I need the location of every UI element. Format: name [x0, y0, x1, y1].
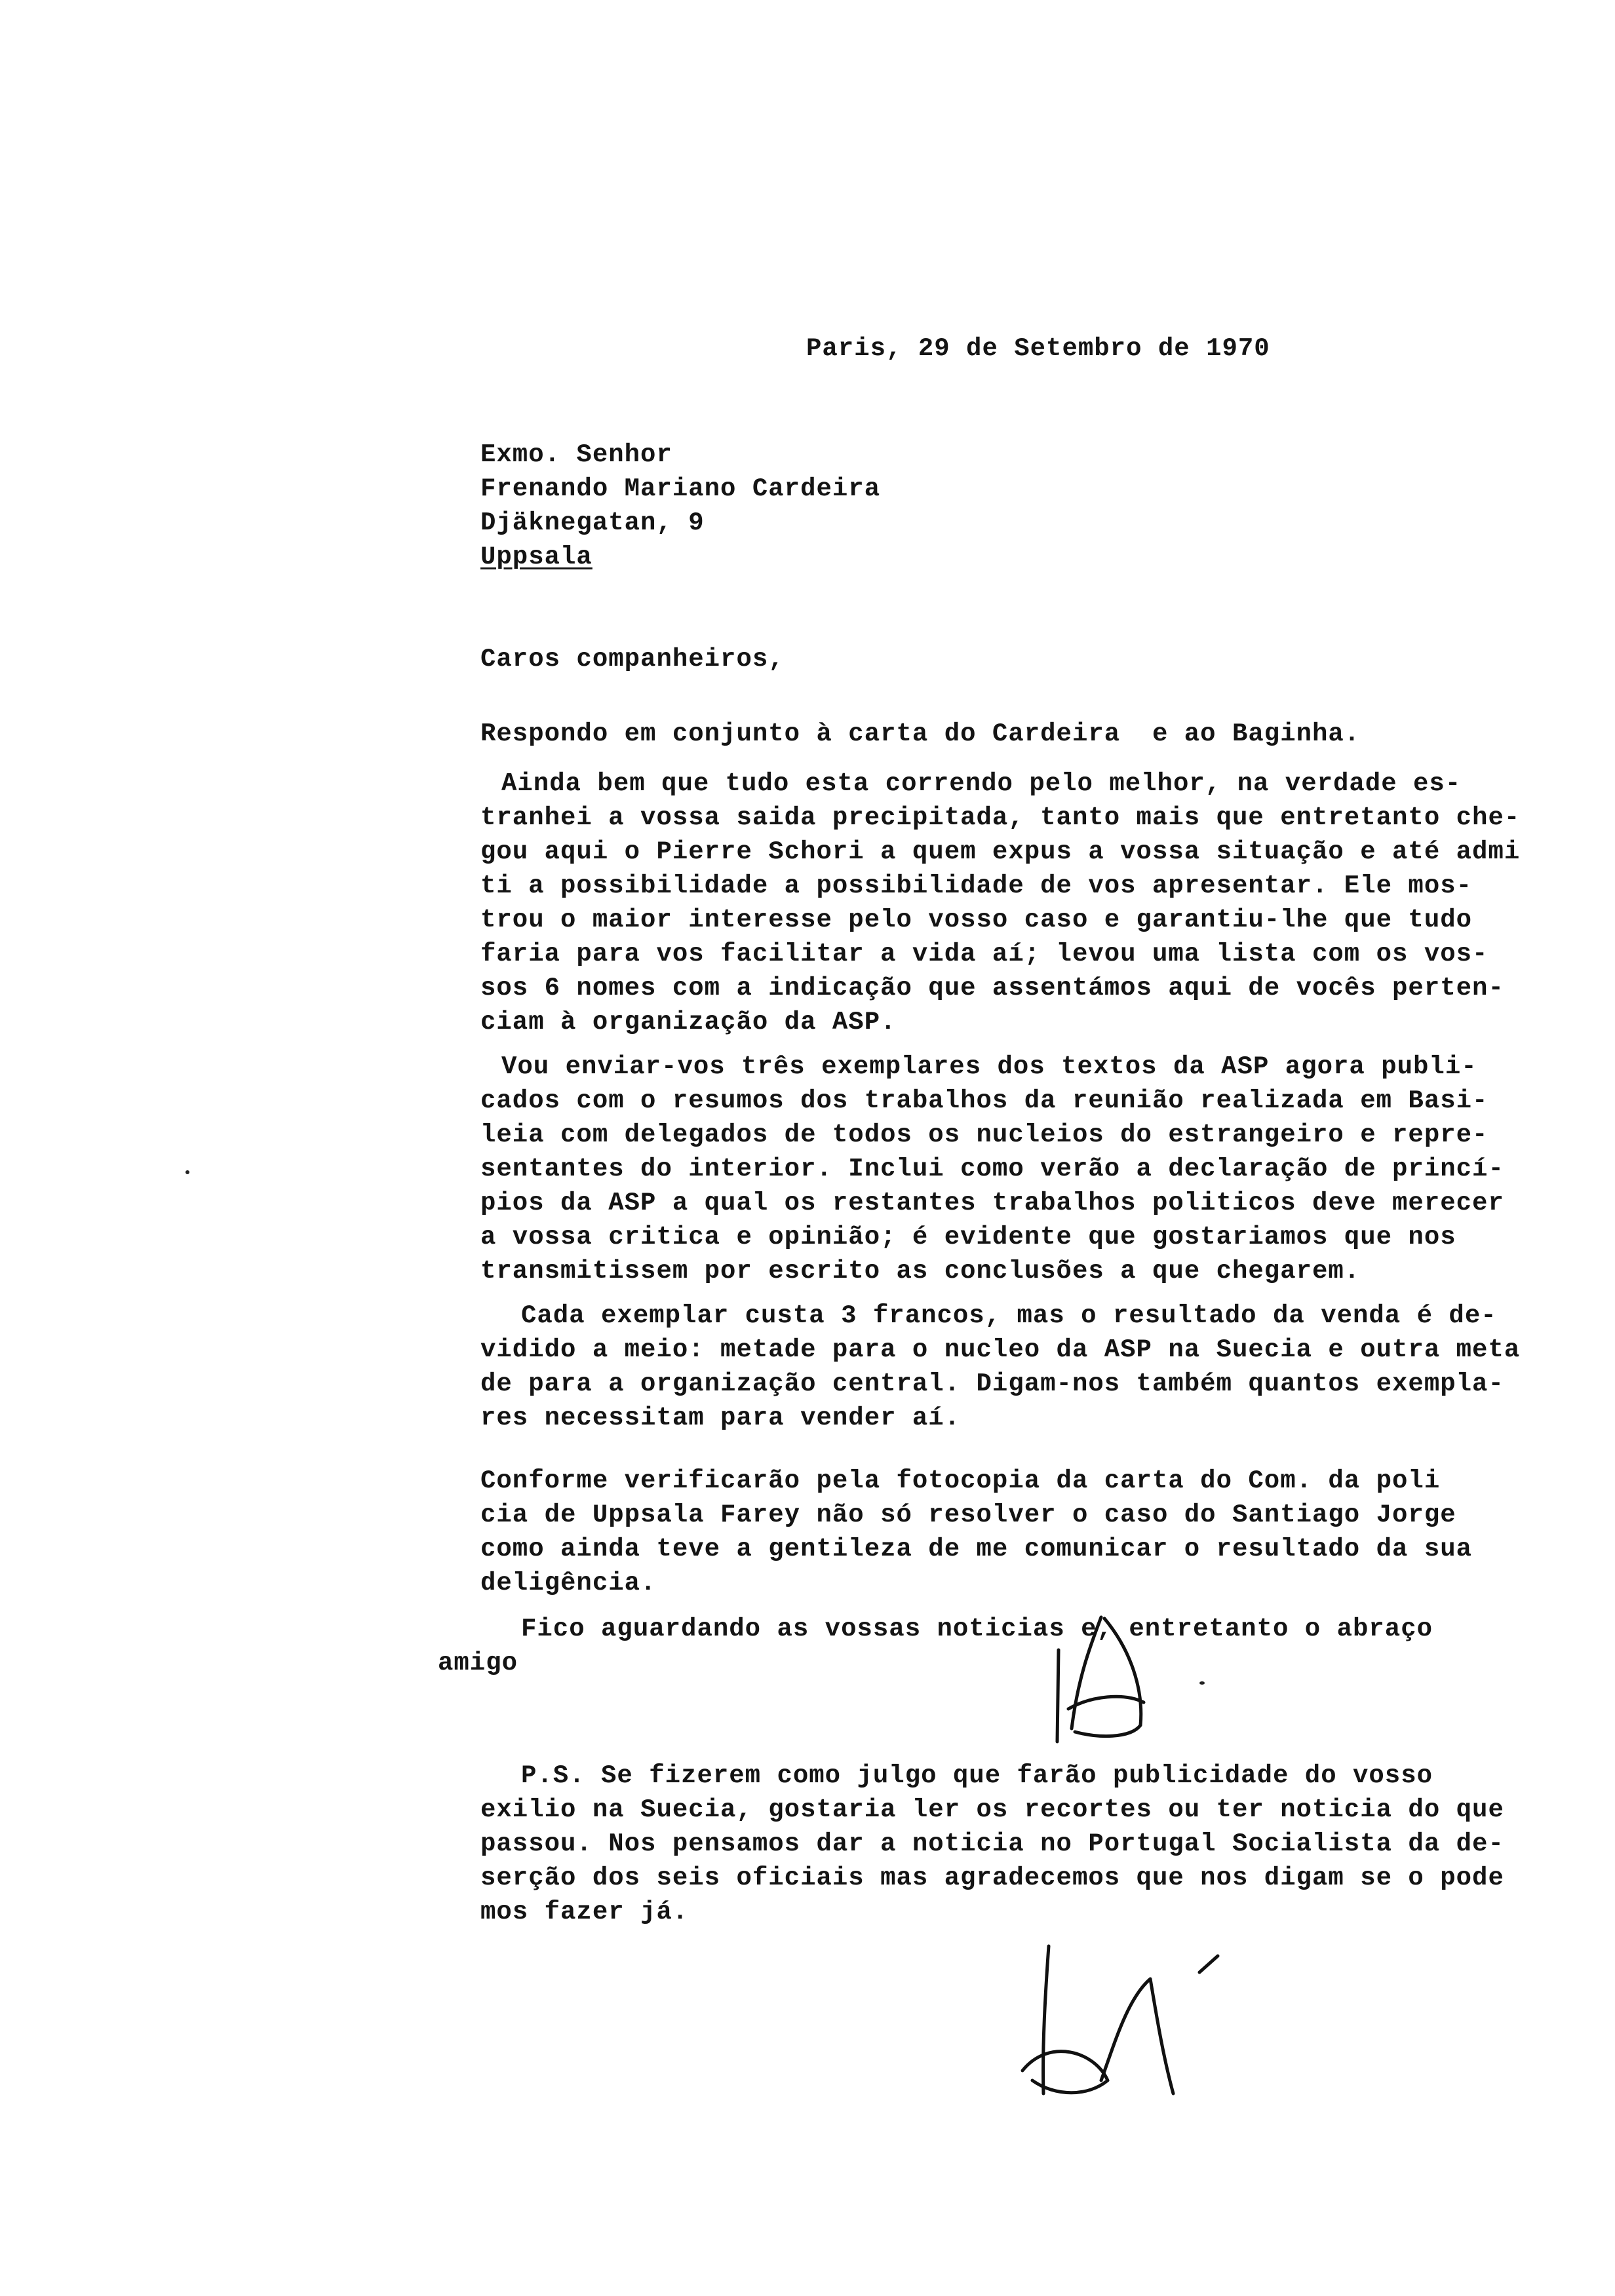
postscript-line: exilio na Suecia, gostaria ler os recortes ou ter noticia do que: [480, 1795, 1504, 1824]
body-line: vidido a meio: metade para o nucleo da ASP na Suecia e outra meta: [480, 1335, 1521, 1364]
postscript-line: mos fazer já.: [480, 1898, 689, 1926]
scan-speck: [1199, 1681, 1205, 1685]
recipient-city: Uppsala: [480, 543, 593, 571]
body-line: Respondo em conjunto à carta do Cardeira e ao Baginha.: [480, 719, 1361, 748]
postscript-line: serção dos seis oficiais mas agradecemos que nos digam se o pode: [480, 1864, 1504, 1892]
body-line: cia de Uppsala Farey não só resolver o caso do Santiago Jorge: [480, 1501, 1456, 1529]
body-line: Ainda bem que tudo esta correndo pelo melhor, na verdade es-: [501, 769, 1462, 798]
postscript-line: passou. Nos pensamos dar a noticia no Portugal Socialista da de-: [480, 1829, 1504, 1858]
body-line: como ainda teve a gentileza de me comunicar o resultado da sua: [480, 1535, 1473, 1563]
body-line: Conforme verificarão pela fotocopia da carta do Com. da poli: [480, 1466, 1441, 1495]
recipient-street: Djäknegatan, 9: [480, 508, 705, 537]
body-line: ti a possibilidade a possibilidade de vos apresentar. Ele mos-: [480, 871, 1473, 900]
body-line: leia com delegados de todos os nucleios do estrangeiro e repre-: [480, 1120, 1489, 1149]
letter-date: Paris, 29 de Setembro de 1970: [806, 334, 1270, 363]
closing-line: amigo: [438, 1649, 518, 1677]
body-line: transmitissem por escrito as conclusões a que chegarem.: [480, 1257, 1361, 1286]
body-line: gou aqui o Pierre Schori a quem expus a vossa situação e até admi: [480, 837, 1521, 866]
body-line: ciam à organização da ASP.: [480, 1008, 897, 1037]
body-line: pios da ASP a qual os restantes trabalhos politicos deve merecer: [480, 1189, 1504, 1217]
salutation: Caros companheiros,: [480, 645, 785, 674]
scan-speck: [185, 1170, 189, 1174]
body-line: deligência.: [480, 1569, 657, 1598]
signature-mark-postscript: [1009, 1940, 1226, 2103]
body-line: sos 6 nomes com a indicação que assentámos aqui de vocês perten-: [480, 974, 1504, 1003]
body-line: cados com o resumos dos trabalhos da reunião realizada em Basi-: [480, 1086, 1489, 1115]
signature-mark: [1032, 1611, 1183, 1761]
recipient-name: Frenando Mariano Cardeira: [480, 474, 881, 503]
closing-line: Fico aguardando as vossas noticias e, entretanto o abraço: [521, 1615, 1433, 1643]
recipient-title: Exmo. Senhor: [480, 440, 672, 469]
body-line: tranhei a vossa saida precipitada, tanto mais que entretanto che-: [480, 803, 1521, 832]
body-line: res necessitam para vender aí.: [480, 1404, 961, 1432]
body-line: a vossa critica e opinião; é evidente que gostariamos que nos: [480, 1223, 1456, 1252]
body-line: Cada exemplar custa 3 francos, mas o resultado da venda é de-: [521, 1301, 1497, 1330]
body-line: faria para vos facilitar a vida aí; levou uma lista com os vos-: [480, 940, 1489, 968]
body-line: Vou enviar-vos três exemplares dos textos da ASP agora publi-: [501, 1052, 1477, 1081]
body-line: sentantes do interior. Inclui como verão a declaração de princí-: [480, 1155, 1504, 1183]
postscript-line: P.S. Se fizerem como julgo que farão publicidade do vosso: [521, 1761, 1433, 1790]
body-line: de para a organização central. Digam-nos também quantos exempla-: [480, 1369, 1504, 1398]
body-line: trou o maior interesse pelo vosso caso e garantiu-lhe que tudo: [480, 906, 1473, 934]
